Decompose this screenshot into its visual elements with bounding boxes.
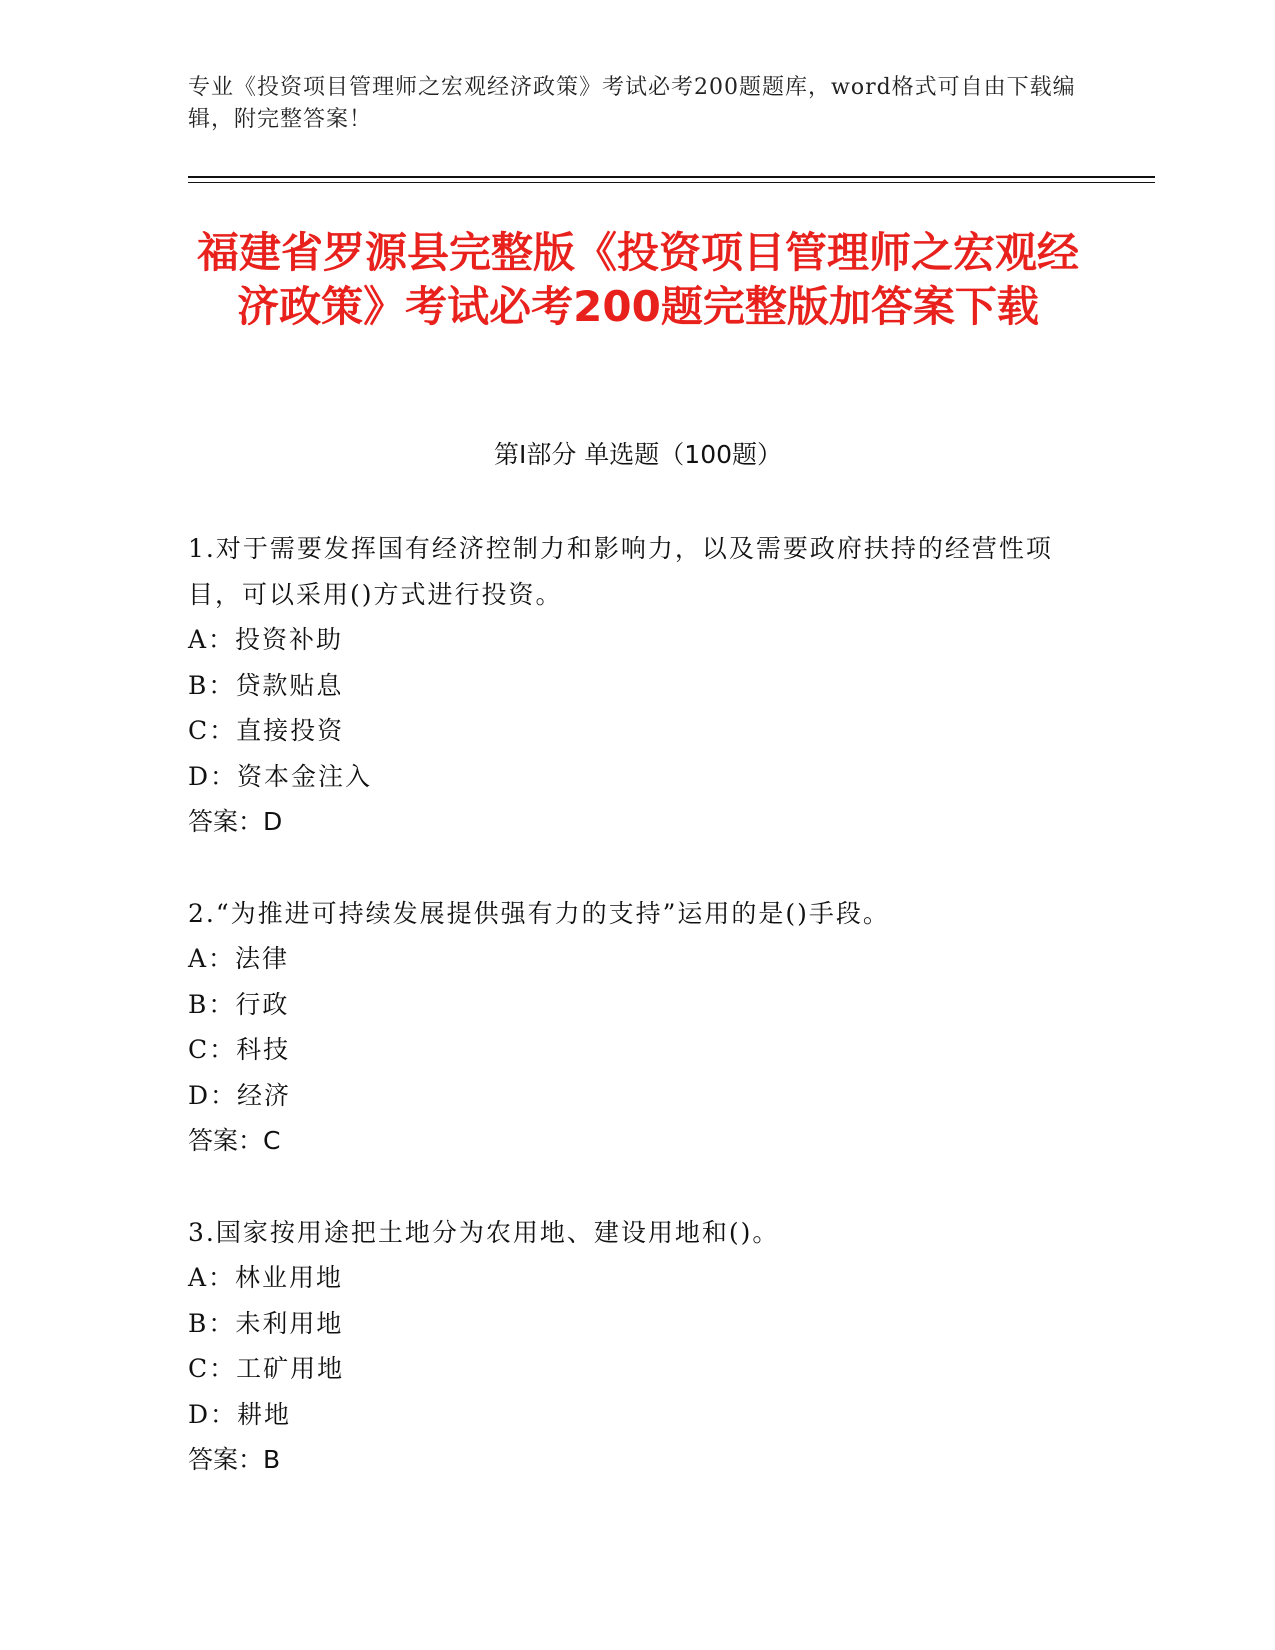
answer: 答案：C	[188, 1126, 281, 1155]
option-a: A：法律	[188, 944, 290, 973]
header-divider-thin	[188, 182, 1155, 183]
option-a: A：林业用地	[188, 1263, 344, 1292]
question-text: 3.国家按用途把土地分为农用地、建设用地和()。	[188, 1217, 780, 1247]
option-d: D：经济	[188, 1080, 292, 1110]
option-c: C：工矿用地	[188, 1354, 345, 1383]
answer: 答案：D	[188, 807, 283, 836]
option-a: A：投资补助	[188, 625, 344, 654]
option-b: B：贷款贴息	[188, 670, 344, 700]
option-b: B：行政	[188, 989, 290, 1019]
question-2	[188, 891, 1088, 1164]
question-3	[188, 1210, 1088, 1483]
header-note: 专业《投资项目管理师之宏观经济政策》考试必考200题题库，word格式可自由下载编辑，附完整答案！	[188, 75, 1076, 132]
option-b: B：未利用地	[188, 1308, 344, 1338]
section-title: 第I部分 单选题（100题）	[493, 440, 783, 469]
option-d: D：耕地	[188, 1399, 292, 1429]
option-c: C：科技	[188, 1035, 291, 1064]
question-text: 1.对于需要发挥国有经济控制力和影响力，以及需要政府扶持的经营性项目，可以采用()方式进行投资。	[188, 534, 1053, 609]
question-1	[188, 526, 1088, 845]
option-c: C：直接投资	[188, 716, 345, 745]
header-divider-thick	[188, 176, 1155, 178]
option-d: D：资本金注入	[188, 761, 373, 791]
answer: 答案：B	[188, 1445, 281, 1474]
question-text: 2.“为推进可持续发展提供强有力的支持”运用的是()手段。	[188, 898, 890, 928]
document-title: 福建省罗源县完整版《投资项目管理师之宏观经济政策》考试必考200题完整版加答案下载	[196, 228, 1079, 331]
question-list	[188, 526, 1088, 1529]
